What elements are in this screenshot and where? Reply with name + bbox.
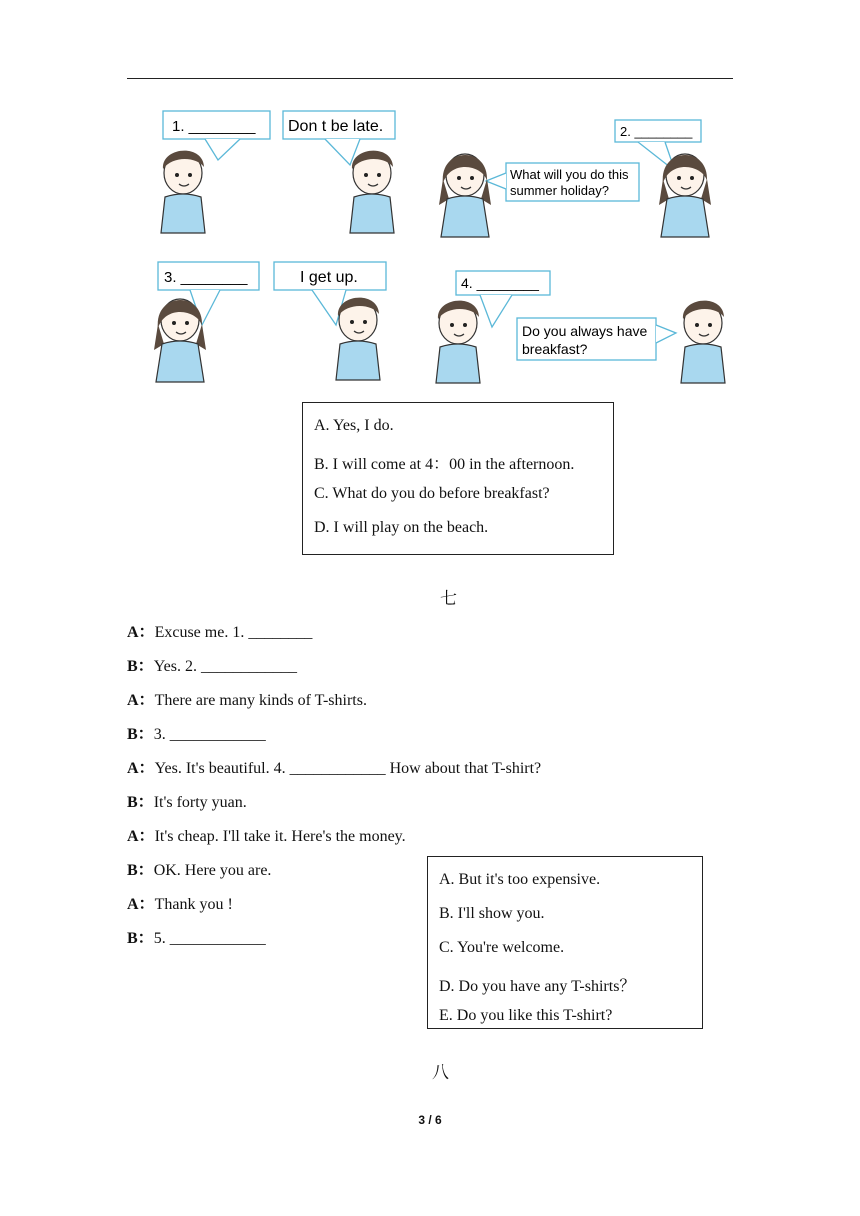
speaker-label: B：: [127, 726, 154, 743]
speaker-label: A：: [127, 760, 155, 777]
speaker-label: A：: [127, 896, 155, 913]
bubble-4-text-line1: What will you do this: [510, 167, 629, 182]
speaker-label: B：: [127, 658, 154, 675]
dialogue-line: [127, 721, 266, 744]
dialogue-line: [127, 653, 297, 676]
bubble-3-text: 2. ________: [620, 124, 693, 139]
bubble-8-text-line1: Do you always have: [522, 323, 648, 339]
dialogue-line: [127, 687, 367, 710]
top-rule: [127, 78, 733, 79]
girl-figure: [154, 299, 206, 382]
speaker-label: B：: [127, 930, 154, 947]
option-e: E. Do you like this T-shirt?: [439, 1007, 613, 1024]
bubble-1-text: 1. ________: [172, 118, 256, 135]
girl-figure: [439, 154, 491, 237]
dialogue-text: There are many kinds of T-shirts.: [154, 692, 367, 709]
bubble-6-text: I get up.: [300, 269, 358, 286]
bubble-8-text-line2: breakfast?: [522, 341, 588, 357]
option-b: B. I will come at 4：00 in the afternoon.: [314, 456, 575, 473]
dialogue-text: 5. ____________: [153, 930, 266, 947]
dialogue-line: [127, 925, 266, 948]
dialogue-text: Thank you !: [154, 896, 233, 913]
boy-figure: [161, 151, 205, 233]
dialogue-text: It's cheap. I'll take it. Here's the money.: [154, 828, 406, 845]
speaker-label: A：: [127, 624, 155, 641]
dialogue-text: It's forty yuan.: [153, 794, 247, 811]
speaker-label: B：: [127, 862, 154, 879]
dialogue-text: 3. ____________: [153, 726, 266, 743]
option-c: C. You're welcome.: [439, 939, 565, 956]
girl-figure: [659, 154, 711, 237]
speaker-label: B：: [127, 794, 154, 811]
speaker-label: A：: [127, 692, 155, 709]
dialogue-text: Excuse me. 1. ________: [154, 624, 313, 641]
bubble-5-text: 3. ________: [164, 269, 248, 286]
option-b: B. I'll show you.: [439, 905, 545, 922]
dialogue-line: [127, 619, 312, 642]
bubble-4-text-line2: summer holiday?: [510, 183, 609, 198]
option-c: C. What do you do before breakfast?: [314, 485, 550, 502]
options-box-seven: [427, 856, 703, 1029]
boy-figure: [436, 301, 480, 383]
section-seven-heading: 七: [440, 589, 457, 608]
dialogue-text: OK. Here you are.: [153, 862, 272, 879]
section-eight-heading: 八: [432, 1063, 449, 1082]
option-d: D. I will play on the beach.: [314, 519, 489, 536]
option-d: D. Do you have any T-shirts？: [439, 978, 636, 995]
dialogue-line: [127, 755, 541, 778]
bubble-7-text: 4. ________: [461, 275, 539, 291]
boy-figure: [350, 151, 394, 233]
dialogue-line: [127, 857, 271, 880]
speaker-label: A：: [127, 828, 155, 845]
boy-figure: [336, 298, 380, 380]
option-a: A. But it's too expensive.: [439, 871, 601, 888]
dialogue-line: [127, 789, 247, 812]
bubble-2-text: Don t be late.: [288, 118, 384, 135]
option-a: A. Yes, I do.: [314, 417, 394, 434]
dialogue-text: Yes. It's beautiful. 4. ____________ How about that T-shirt?: [154, 760, 542, 777]
boy-figure: [681, 301, 725, 383]
dialogue-text: Yes. 2. ____________: [153, 658, 297, 675]
dialogue-illustration: [150, 105, 730, 385]
options-box-six: [302, 402, 614, 555]
dialogue-line: [127, 823, 406, 846]
dialogue-line: [127, 891, 233, 914]
page-number: 3 / 6: [418, 1113, 442, 1127]
